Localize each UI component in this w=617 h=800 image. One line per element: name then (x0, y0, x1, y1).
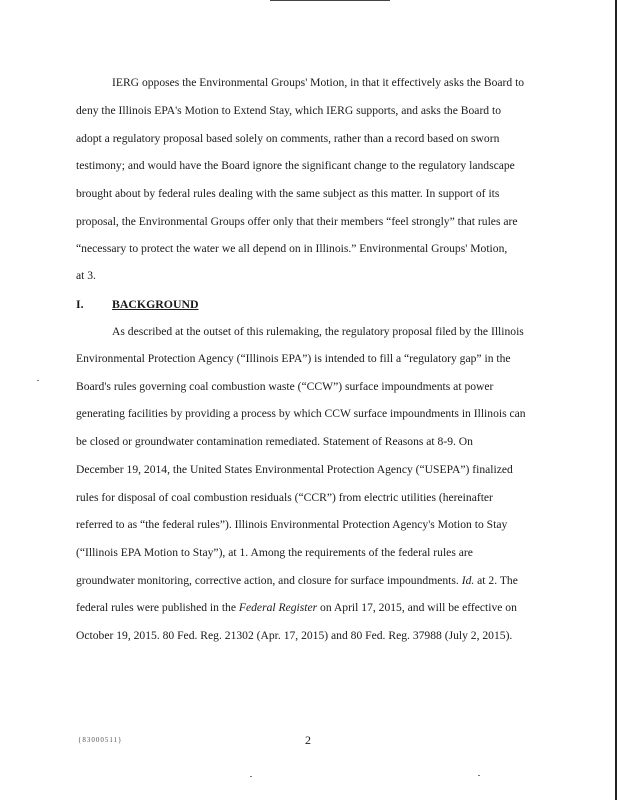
page-number: 2 (305, 733, 311, 747)
scan-speck (250, 776, 252, 777)
para2-line-9: (“Illinois EPA Motion to Stay”), at 1. Among the requirements of the federal rules are (76, 546, 473, 559)
para1-line-5: brought about by federal rules dealing with the same subject as this matter. In support of its (76, 187, 500, 200)
scan-top-rule (270, 0, 390, 1)
para2-line-11: federal rules were published in the Federal Register on April 17, 2015, and will be effective on (76, 601, 517, 614)
scan-speck (478, 775, 480, 776)
para2-line-3: Board's rules governing coal combustion waste (“CCW”) surface impoundments at power (76, 380, 494, 393)
para2-line-1: As described at the outset of this rulemaking, the regulatory proposal filed by the Illinois (112, 325, 524, 338)
para1-line-4: testimony; and would have the Board ignore the significant change to the regulatory landscape (76, 159, 515, 172)
para2-line-8: referred to as “the federal rules”). Illinois Environmental Protection Agency's Motion to Stay (76, 518, 508, 531)
para2-line-6: December 19, 2014, the United States Environmental Protection Agency (“USEPA”) finalized (76, 463, 513, 476)
para2-line-12: October 19, 2015. 80 Fed. Reg. 21302 (Apr. 17, 2015) and 80 Fed. Reg. 37988 (July 2, 2015). (76, 629, 513, 642)
footer-document-id: {83000511} (78, 736, 123, 744)
para1-line-8: at 3. (76, 269, 96, 282)
para2-line-2: Environmental Protection Agency (“Illinois EPA”) is intended to fill a “regulatory gap” in the (76, 352, 511, 365)
para1-line-7: “necessary to protect the water we all depend on in Illinois.” Environmental Groups' Motion, (76, 242, 508, 255)
section-number: I. (76, 297, 84, 311)
para2-line-5: be closed or groundwater contamination remediated. Statement of Reasons at 8-9. On (76, 435, 473, 448)
para2-line-7: rules for disposal of coal combustion residuals (“CCR”) from electric utilities (hereinafter (76, 491, 493, 504)
para2-line-4: generating facilities by providing a process by which CCW surface impoundments in Illinois can (76, 407, 526, 420)
para1-line-3: adopt a regulatory proposal based solely on comments, rather than a record based on sworn (76, 132, 500, 145)
scan-speck (37, 380, 39, 381)
section-title: BACKGROUND (112, 297, 199, 311)
para2-line-10: groundwater monitoring, corrective action, and closure for surface impoundments. Id. at 2. The (76, 574, 518, 587)
para1-line-2: deny the Illinois EPA's Motion to Extend Stay, which IERG supports, and asks the Board to (76, 104, 502, 117)
section-heading (76, 297, 199, 312)
para1-line-1: IERG opposes the Environmental Groups' Motion, in that it effectively asks the Board to (112, 76, 525, 89)
para1-line-6: proposal, the Environmental Groups offer only that their members “feel strongly” that rules are (76, 215, 518, 228)
